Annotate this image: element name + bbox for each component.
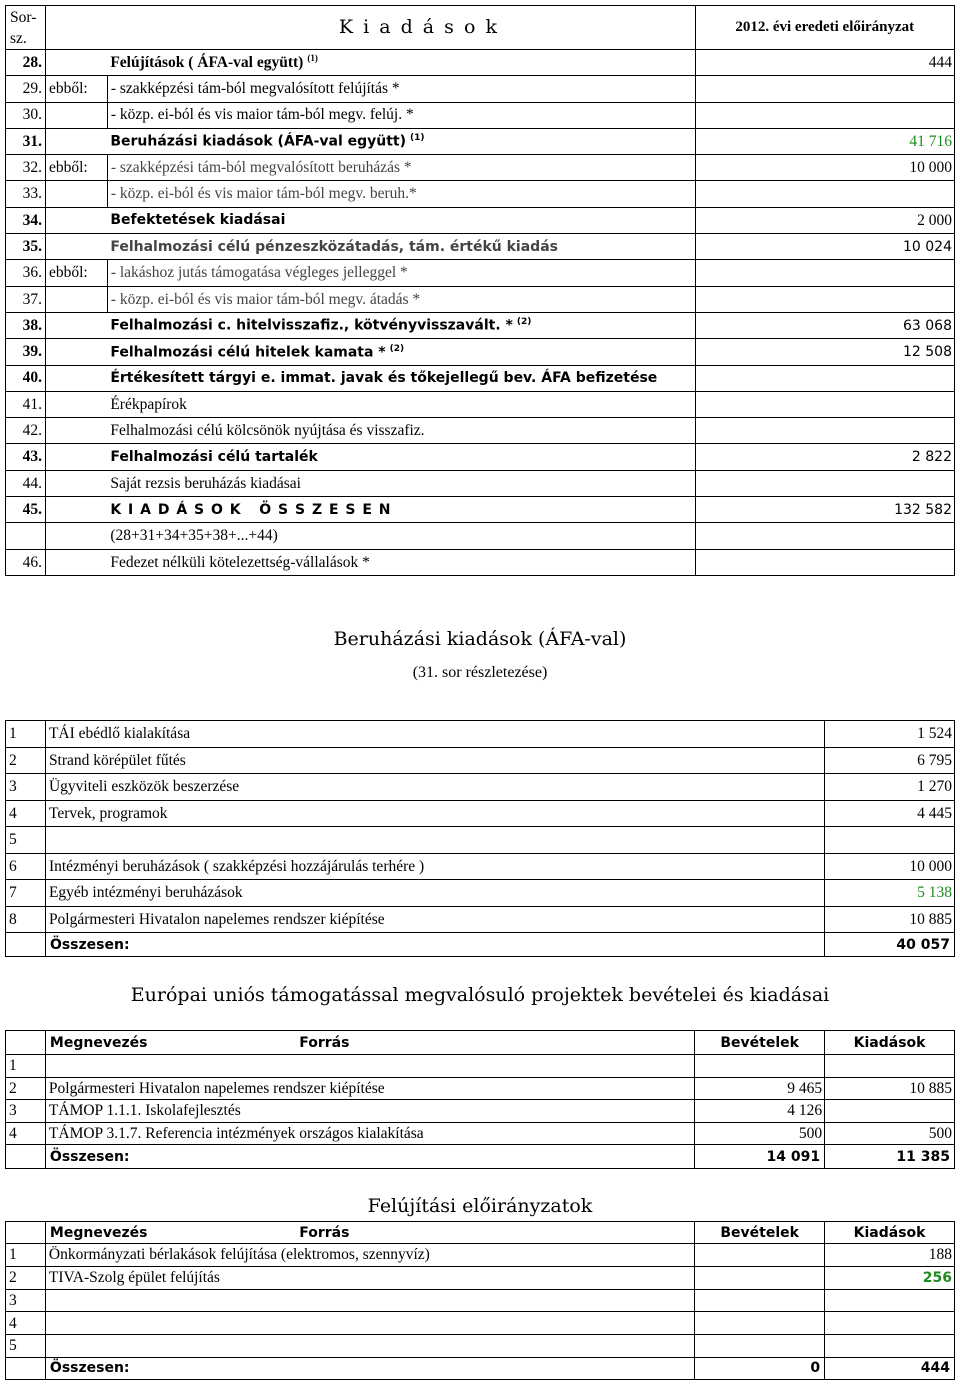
row-name: [45, 1055, 694, 1078]
row-qualifier: [45, 470, 107, 496]
row-label: [107, 260, 695, 286]
row-expense: 10 885: [825, 1077, 955, 1100]
row-qualifier: [45, 207, 107, 233]
beruhazas-total-row: [6, 933, 955, 957]
row-number: 30.: [6, 102, 46, 128]
beruhazas-row: [6, 906, 955, 933]
main-row: [6, 128, 955, 154]
row-label-text: Felhalmozási célú hitelek kamata *: [110, 344, 386, 361]
row-number: 46.: [6, 549, 46, 575]
main-row: [6, 418, 955, 444]
main-row: [6, 234, 955, 260]
row-income: [695, 1266, 825, 1289]
row-qualifier: [45, 128, 107, 154]
eu-total-label: Összesen:: [45, 1145, 295, 1169]
row-value: 132 582: [695, 497, 954, 523]
row-label-text: - közp. ei-ból és vis maior tám-ból megv. átadás *: [110, 290, 421, 308]
row-number: 36.: [6, 260, 46, 286]
row-label: [107, 207, 695, 233]
row-value: [695, 286, 954, 312]
row-name: [45, 1335, 694, 1358]
row-expense: [825, 1312, 955, 1335]
felujitas-header-name: Megnevezés: [45, 1222, 295, 1244]
felujitas-row: [6, 1266, 955, 1289]
row-qualifier: [45, 497, 107, 523]
main-row: [6, 207, 955, 233]
row-number: 2: [6, 747, 46, 774]
sorsz-header-line2: sz.: [10, 29, 27, 47]
row-label-text: K I A D Á S O K Ö S S Z E S E N: [110, 501, 392, 518]
beruhazas-row: [6, 774, 955, 801]
eu-total-row: [6, 1145, 955, 1169]
row-label: [107, 523, 695, 549]
row-label: [107, 444, 695, 470]
eu-row: [6, 1100, 955, 1123]
row-label-text: Beruházási kiadások (ÁFA-val együtt): [110, 133, 407, 150]
main-row: [6, 50, 955, 76]
row-name: Egyéb intézményi beruházások: [45, 880, 824, 907]
row-number: 7: [6, 880, 46, 907]
row-name: Tervek, programok: [45, 800, 824, 827]
row-qualifier: [45, 523, 107, 549]
sorsz-header-line1: Sor-: [10, 9, 37, 27]
year-column-header: 2012. évi eredeti előirányzat: [695, 6, 954, 50]
row-qualifier: [45, 418, 107, 444]
row-qualifier: [45, 234, 107, 260]
main-rows: [6, 50, 955, 576]
row-label-text: Felhalmozási célú tartalék: [110, 449, 318, 466]
row-qualifier: [45, 549, 107, 575]
row-name: TÁMOP 1.1.1. Iskolafejlesztés: [45, 1100, 694, 1123]
felujitas-header-source: Forrás: [295, 1222, 695, 1244]
row-number: 41.: [6, 391, 46, 417]
row-number: 45.: [6, 497, 46, 523]
row-label: [107, 50, 695, 76]
beruhazas-title: Beruházási kiadások (ÁFA-val): [333, 628, 627, 650]
row-name: TÁMOP 3.1.7. Referencia intézmények országos kialakítása: [45, 1122, 694, 1145]
row-income: [695, 1244, 825, 1267]
row-number: 38.: [6, 312, 46, 338]
beruhazas-row: [6, 747, 955, 774]
footnote-marker: (1): [410, 133, 425, 144]
row-qualifier: [45, 339, 107, 365]
eu-header-source: Forrás: [295, 1031, 695, 1055]
row-label: [107, 286, 695, 312]
row-number: 33.: [6, 181, 46, 207]
row-label-text: - szakképzési tám-ból megvalósított felújítás *: [110, 80, 400, 98]
row-income: 500: [695, 1122, 825, 1145]
row-income: [695, 1289, 825, 1312]
main-row: [6, 549, 955, 575]
row-label: [107, 497, 695, 523]
eu-header-name: Megnevezés: [45, 1031, 295, 1055]
row-label-text: Felhalmozási célú pénzeszközátadás, tám. értékű kiadás: [110, 238, 558, 255]
row-qualifier: [45, 50, 107, 76]
beruhazas-row: [6, 853, 955, 880]
row-number: 4: [6, 800, 46, 827]
row-value: [695, 549, 954, 575]
main-row: [6, 286, 955, 312]
row-number: 43.: [6, 444, 46, 470]
row-number: 6: [6, 853, 46, 880]
row-name: [45, 1312, 694, 1335]
row-number: 3: [6, 1100, 46, 1123]
main-row: [6, 102, 955, 128]
row-expense: 256: [825, 1266, 955, 1289]
row-label: [107, 312, 695, 338]
row-value: [825, 827, 955, 854]
row-qualifier: [45, 286, 107, 312]
felujitas-header-expense: Kiadások: [825, 1222, 955, 1244]
felujitas-header-income: Bevételek: [695, 1222, 825, 1244]
row-value: [695, 365, 954, 391]
row-name: TIVA-Szolg épület felújítás: [45, 1266, 694, 1289]
row-label-text: Felhalmozási célú kölcsönök nyújtása és visszafiz.: [110, 422, 425, 440]
felujitas-table: [5, 1221, 955, 1380]
beruhazas-row: [6, 800, 955, 827]
row-qualifier: [45, 102, 107, 128]
felujitas-header-row: [6, 1222, 955, 1244]
eu-header-income: Bevételek: [695, 1031, 825, 1055]
row-value: [695, 260, 954, 286]
row-value: 1 524: [825, 721, 955, 748]
main-row: [6, 260, 955, 286]
eu-rows: [6, 1055, 955, 1145]
row-number: 4: [6, 1312, 46, 1335]
row-value: [695, 391, 954, 417]
beruhazas-table: [5, 720, 955, 957]
row-value: 63 068: [695, 312, 954, 338]
main-row: [6, 312, 955, 338]
row-name: Strand körépület fűtés: [45, 747, 824, 774]
row-label-text: - szakképzési tám-ból megvalósított beruházás *: [110, 159, 412, 177]
row-label-text: - közp. ei-ból és vis maior tám-ból megv. beruh.*: [110, 185, 417, 203]
row-number: 35.: [6, 234, 46, 260]
main-row: [6, 155, 955, 181]
sorsz-header: [6, 6, 46, 50]
row-qualifier: ebből:: [45, 260, 107, 286]
row-expense: [825, 1100, 955, 1123]
row-income: 4 126: [695, 1100, 825, 1123]
row-label: [107, 76, 695, 102]
row-value: 2 000: [695, 207, 954, 233]
row-number: 32.: [6, 155, 46, 181]
row-number: 42.: [6, 418, 46, 444]
row-name: [45, 827, 824, 854]
row-label: [107, 155, 695, 181]
row-value: [695, 470, 954, 496]
row-qualifier: [45, 391, 107, 417]
row-value: 1 270: [825, 774, 955, 801]
main-expenses-table: [5, 5, 955, 576]
eu-row: [6, 1055, 955, 1078]
row-value: 10 000: [695, 155, 954, 181]
row-name: Ügyviteli eszközök beszerzése: [45, 774, 824, 801]
main-row: [6, 181, 955, 207]
row-value: 4 445: [825, 800, 955, 827]
footnote-marker: (2): [516, 317, 532, 328]
row-number: 31.: [6, 128, 46, 154]
row-value: 6 795: [825, 747, 955, 774]
row-name: Intézményi beruházások ( szakképzési hozzájárulás terhére ): [45, 853, 824, 880]
footnote-marker: (1): [307, 53, 318, 64]
felujitas-rows: [6, 1244, 955, 1358]
eu-title: Európai uniós támogatással megvalósuló projektek bevételei és kiadásai: [130, 984, 830, 1006]
row-number: 34.: [6, 207, 46, 233]
row-label: [107, 234, 695, 260]
row-number: 5: [6, 827, 46, 854]
row-expense: [825, 1055, 955, 1078]
eu-total-income: 14 091: [695, 1145, 825, 1169]
main-row: [6, 76, 955, 102]
row-value: 2 822: [695, 444, 954, 470]
row-label: [107, 365, 695, 391]
row-label-text: Felhalmozási c. hitelvisszafiz., kötvényvisszavált. *: [110, 317, 513, 334]
main-title: K i a d á s o k: [107, 6, 695, 50]
felujitas-row: [6, 1289, 955, 1312]
row-label: [107, 181, 695, 207]
row-number: 39.: [6, 339, 46, 365]
main-row: [6, 391, 955, 417]
row-name: Önkormányzati bérlakások felújítása (elektromos, szennyvíz): [45, 1244, 694, 1267]
footnote-marker: (2): [389, 343, 405, 354]
beruhazas-total-label: Összesen:: [45, 933, 824, 957]
row-number: [6, 523, 46, 549]
main-row: [6, 444, 955, 470]
row-income: [695, 1335, 825, 1358]
felujitas-total-label: Összesen:: [45, 1357, 295, 1379]
row-label-text: Értékesített tárgyi e. immat. javak és tőkejellegű bev. ÁFA befizetése: [110, 370, 658, 387]
eu-row: [6, 1122, 955, 1145]
felujitas-total-row: [6, 1357, 955, 1379]
row-number: 3: [6, 774, 46, 801]
felujitas-row: [6, 1312, 955, 1335]
row-name: TÁI ebédlő kialakítása: [45, 721, 824, 748]
row-expense: 500: [825, 1122, 955, 1145]
row-number: 40.: [6, 365, 46, 391]
row-label-text: Befektetések kiadásai: [110, 212, 286, 229]
row-name: Polgármesteri Hivatalon napelemes rendszer kiépítése: [45, 1077, 694, 1100]
row-value: 5 138: [825, 880, 955, 907]
row-value: [695, 418, 954, 444]
row-value: 10 885: [825, 906, 955, 933]
row-number: 5: [6, 1335, 46, 1358]
main-header-row: [6, 6, 955, 50]
row-number: 4: [6, 1122, 46, 1145]
row-label: [107, 339, 695, 365]
row-name: [45, 1289, 694, 1312]
main-row: [6, 497, 955, 523]
row-value: 12 508: [695, 339, 954, 365]
row-label: [107, 102, 695, 128]
row-value: [695, 181, 954, 207]
felujitas-title: Felújítási előirányzatok: [367, 1195, 593, 1217]
row-label-text: Felújítások ( ÁFA-val együtt): [110, 54, 304, 72]
row-qualifier: ebből:: [45, 76, 107, 102]
row-value: 41 716: [695, 128, 954, 154]
row-label-text: (28+31+34+35+38+...+44): [110, 527, 278, 545]
row-number: 2: [6, 1266, 46, 1289]
row-label: [107, 391, 695, 417]
row-number: 1: [6, 1244, 46, 1267]
beruhazas-subtitle: (31. sor részletezése): [412, 664, 548, 681]
row-label-text: Fedezet nélküli kötelezettség-vállalások *: [110, 553, 370, 571]
beruhazas-total-value: 40 057: [825, 933, 955, 957]
row-label: [107, 470, 695, 496]
eu-row: [6, 1077, 955, 1100]
eu-table: [5, 1030, 955, 1169]
row-expense: 188: [825, 1244, 955, 1267]
main-row: [6, 365, 955, 391]
row-value: 10 024: [695, 234, 954, 260]
beruhazas-row: [6, 721, 955, 748]
row-value: 10 000: [825, 853, 955, 880]
row-label: [107, 549, 695, 575]
row-expense: [825, 1335, 955, 1358]
row-label-text: Érékpapírok: [110, 395, 187, 413]
row-name: Polgármesteri Hivatalon napelemes rendszer kiépítése: [45, 906, 824, 933]
eu-header-expense: Kiadások: [825, 1031, 955, 1055]
row-qualifier: ebből:: [45, 155, 107, 181]
row-label: [107, 418, 695, 444]
row-label-text: - közp. ei-ból és vis maior tám-ból megv. felúj. *: [110, 106, 414, 124]
row-qualifier: [45, 181, 107, 207]
row-label: [107, 128, 695, 154]
row-number: 37.: [6, 286, 46, 312]
row-number: 29.: [6, 76, 46, 102]
felujitas-row: [6, 1335, 955, 1358]
row-number: 44.: [6, 470, 46, 496]
row-value: 444: [695, 50, 954, 76]
felujitas-total-income: 0: [695, 1357, 825, 1379]
row-number: 8: [6, 906, 46, 933]
row-number: 3: [6, 1289, 46, 1312]
row-qualifier: [45, 444, 107, 470]
main-row: [6, 470, 955, 496]
row-value: [695, 76, 954, 102]
row-income: 9 465: [695, 1077, 825, 1100]
main-row: [6, 523, 955, 549]
row-value: [695, 102, 954, 128]
row-value: [695, 523, 954, 549]
row-qualifier: [45, 312, 107, 338]
beruhazas-row: [6, 880, 955, 907]
felujitas-total-expense: 444: [825, 1357, 955, 1379]
beruhazas-rows: [6, 721, 955, 933]
row-number: 1: [6, 1055, 46, 1078]
row-expense: [825, 1289, 955, 1312]
felujitas-row: [6, 1244, 955, 1267]
row-income: [695, 1312, 825, 1335]
beruhazas-row: [6, 827, 955, 854]
row-label-text: - lakáshoz jutás támogatása végleges jelleggel *: [110, 264, 408, 282]
eu-header-row: [6, 1031, 955, 1055]
row-number: 28.: [6, 50, 46, 76]
row-qualifier: [45, 365, 107, 391]
row-income: [695, 1055, 825, 1078]
row-number: 1: [6, 721, 46, 748]
row-number: 2: [6, 1077, 46, 1100]
eu-total-expense: 11 385: [825, 1145, 955, 1169]
main-row: [6, 339, 955, 365]
row-label-text: Saját rezsis beruházás kiadásai: [110, 474, 301, 492]
